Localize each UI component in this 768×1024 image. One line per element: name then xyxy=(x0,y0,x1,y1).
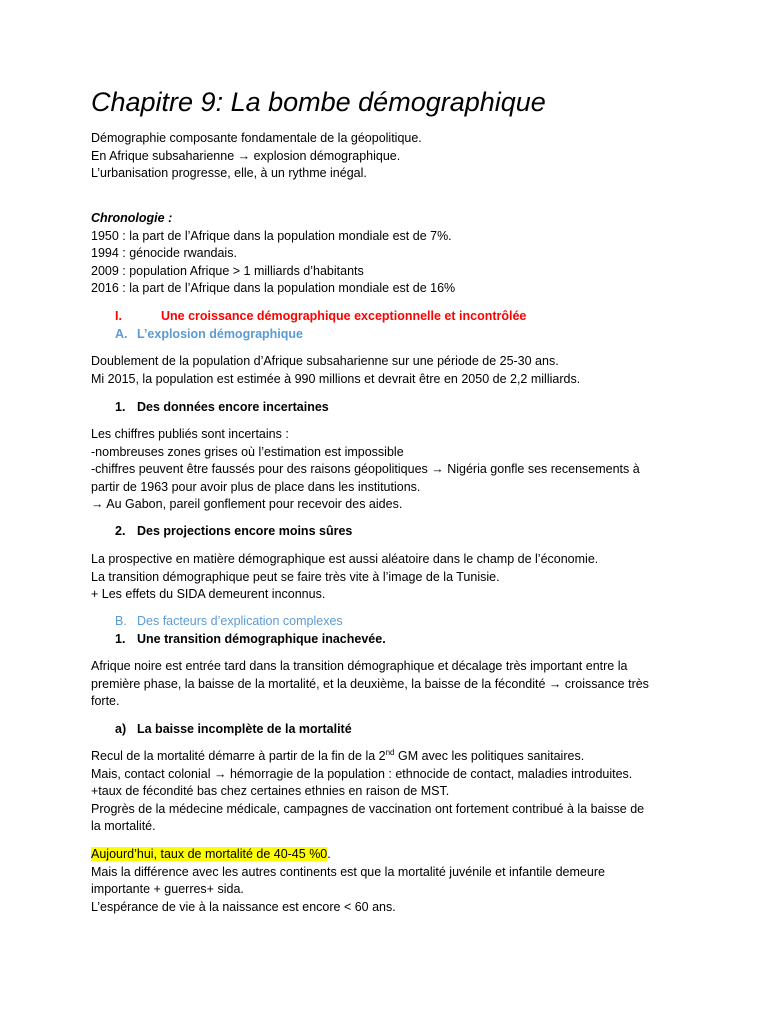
subheading-title: Des données encore incertaines xyxy=(137,400,329,414)
paragraph-line xyxy=(91,846,605,864)
chapter-title: Chapitre 9: La bombe démographique xyxy=(91,87,546,117)
subheading-A1 xyxy=(115,399,329,417)
line-text: GM avec les politiques sanitaires. xyxy=(394,749,585,763)
paragraph-line: + Les effets du SIDA demeurent inconnus. xyxy=(91,587,326,601)
section-letter: A. xyxy=(115,327,128,341)
chronology-item: 1994 : génocide rwandais. xyxy=(91,246,237,260)
paragraph-line: forte. xyxy=(91,694,120,708)
paragraph-line: → Au Gabon, pareil gonflement pour recevoir des aides. xyxy=(91,497,403,511)
intro-paragraph xyxy=(91,130,422,183)
subheading-title: Des projections encore moins sûres xyxy=(137,524,353,538)
subheading-number: 1. xyxy=(115,400,126,414)
subheading-number: 2. xyxy=(115,524,126,538)
paragraph-line: Mi 2015, la population est estimée à 990 millions et devrait être en 2050 de 2,2 milliards. xyxy=(91,371,581,386)
section-letter: B. xyxy=(115,614,127,628)
paragraph-line: la mortalité. xyxy=(91,819,156,833)
paragraph-line: Doublement de la population d’Afrique subsaharienne sur une période de 25-30 ans. xyxy=(91,354,559,368)
subheading-number: a) xyxy=(115,722,127,736)
superscript: nd xyxy=(385,748,395,757)
paragraph-line: importante + guerres+ sida. xyxy=(91,882,244,896)
section-number: I. xyxy=(115,309,122,323)
paragraph-line: Mais la différence avec les autres continents est que la mortalité juvénile et infantile demeure xyxy=(91,864,605,879)
chronology-label: Chronologie : xyxy=(91,211,173,225)
paragraph-A xyxy=(91,353,580,388)
chronology-block xyxy=(91,210,455,298)
section-heading-B xyxy=(115,613,343,631)
line-text: Recul de la mortalité démarre à partir de la fin de la 2 xyxy=(91,749,386,763)
paragraph-line: -nombreuses zones grises où l’estimation est impossible xyxy=(91,444,404,459)
section-title: L’explosion démographique xyxy=(137,327,303,341)
section-title: Des facteurs d’explication complexes xyxy=(137,614,343,628)
paragraph-line: Afrique noire est entrée tard dans la transition démographique et décalage très important entre la xyxy=(91,659,628,673)
subheading-title: Une transition démographique inachevée. xyxy=(137,632,386,646)
paragraph-B1 xyxy=(91,658,649,711)
highlighted-text: Aujourd’hui, taux de mortalité de 40-45 %0 xyxy=(91,847,328,861)
chronology-item: 1950 : la part de l’Afrique dans la population mondiale est de 7%. xyxy=(91,228,452,243)
paragraph-line: La prospective en matière démographique est aussi aléatoire dans le champ de l’économie. xyxy=(91,552,599,566)
subheading-number: 1. xyxy=(115,632,126,646)
paragraph-line xyxy=(91,748,644,766)
paragraph-line: Les chiffres publiés sont incertains : xyxy=(91,427,289,441)
section-title: Une croissance démographique exceptionnelle et incontrôlée xyxy=(161,309,527,323)
paragraph-B1a xyxy=(91,748,644,836)
paragraph-A2 xyxy=(91,551,598,604)
subheading-A2 xyxy=(115,523,352,541)
paragraph-line: Mais, contact colonial → hémorragie de la population : ethnocide de contact, maladies introduites. xyxy=(91,766,633,781)
subheading-B1a xyxy=(115,721,352,739)
paragraph-line: -chiffres peuvent être faussés pour des raisons géopolitiques → Nigéria gonfle ses recensements à xyxy=(91,462,640,476)
chronology-item: 2016 : la part de l’Afrique dans la population mondiale est de 16% xyxy=(91,281,456,295)
closing-paragraph xyxy=(91,846,605,916)
paragraph-line: première phase, la baisse de la mortalité, et la deuxième, la baisse de la fécondité → croissance très xyxy=(91,676,649,691)
intro-line: L’urbanisation progresse, elle, à un rythme inégal. xyxy=(91,166,367,180)
section-heading-I xyxy=(115,308,526,326)
subheading-B1 xyxy=(115,631,386,649)
chronology-item: 2009 : population Afrique > 1 milliards d’habitants xyxy=(91,263,364,278)
paragraph-line: +taux de fécondité bas chez certaines ethnies en raison de MST. xyxy=(91,784,450,798)
intro-line: En Afrique subsaharienne → explosion démographique. xyxy=(91,148,401,163)
paragraph-line: L’espérance de vie à la naissance est encore < 60 ans. xyxy=(91,899,396,914)
section-heading-A xyxy=(115,326,303,344)
paragraph-A1 xyxy=(91,426,640,514)
paragraph-line: partir de 1963 pour avoir plus de place dans les institutions. xyxy=(91,479,421,494)
subheading-title: La baisse incomplète de la mortalité xyxy=(137,722,352,736)
paragraph-line: Progrès de la médecine médicale, campagnes de vaccination ont fortement contribué à la baisse de xyxy=(91,801,645,816)
paragraph-line: La transition démographique peut se faire très vite à l’image de la Tunisie. xyxy=(91,569,500,584)
line-text: . xyxy=(327,847,331,861)
intro-line: Démographie composante fondamentale de la géopolitique. xyxy=(91,131,422,145)
